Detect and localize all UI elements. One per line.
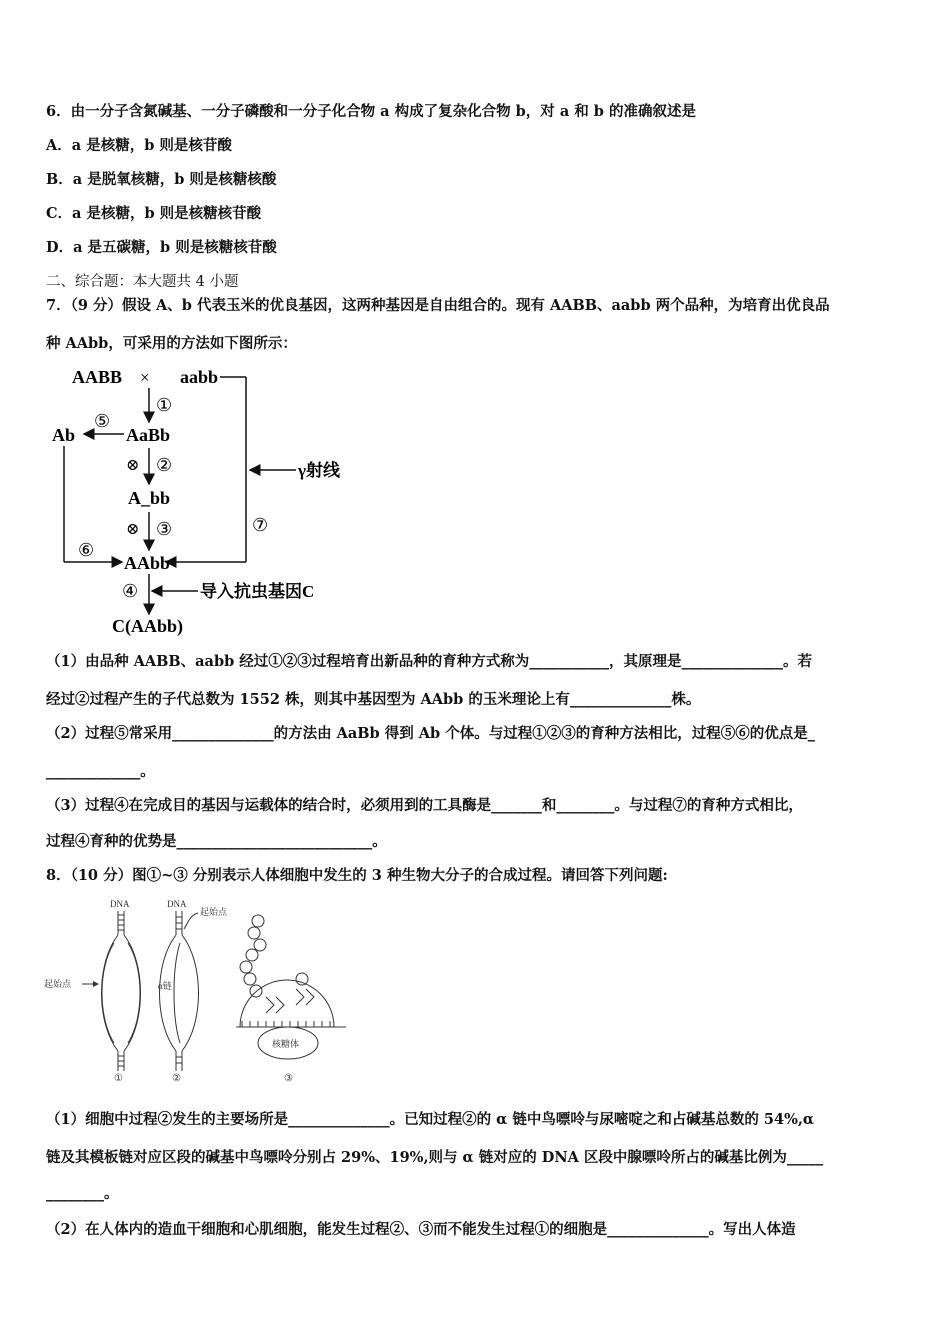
q8-sub1-line3: ________。: [46, 1185, 119, 1202]
alpha-label: α链: [158, 981, 172, 991]
fig-label-2: ②: [172, 1073, 181, 1083]
fig-label-3: ③: [284, 1073, 293, 1083]
origin-label-2: 起始点: [200, 907, 228, 917]
step5-label: ⑤: [94, 411, 111, 431]
gamma-label: γ射线: [298, 461, 340, 480]
parent1-label: AABB: [72, 367, 123, 387]
q6-option-a: A．a 是核糖，b 则是核苷酸: [46, 137, 232, 154]
q7-sub3-line1: （3）过程④在完成目的基因与运载体的结合时，必须用到的工具酶是_______和________。与过程⑦的育种方式相比，: [46, 797, 803, 814]
cross-symbol: ×: [140, 368, 150, 387]
dna-label-2: DNA: [167, 899, 187, 909]
step1-label: ①: [156, 395, 173, 415]
final-label: C(AAbb): [112, 616, 184, 636]
step7-label: ⑦: [252, 515, 269, 535]
synthesis-figure: [40, 893, 360, 1083]
q7-sub2-line1: （2）过程⑤常采用______________的方法由 AaBb 得到 Ab 个体。与过程①②③的育种方法相比，过程⑤⑥的优点是_: [46, 725, 815, 742]
dna-label-1: DNA: [110, 899, 130, 909]
q7-stem-line2: 种 AAbb，可采用的方法如下图所示：: [46, 335, 297, 352]
q6-option-d: D．a 是五碳糖，b 则是核糖核苷酸: [46, 239, 277, 256]
section-heading: 二、综合题：本大题共 4 小题: [46, 274, 239, 290]
step6-label: ⑥: [78, 540, 95, 560]
q7-sub1-line2: 经过②过程产生的子代总数为 1552 株，则其中基因型为 AAbb 的玉米理论上有______________株。: [46, 691, 701, 708]
step4-label: ④: [122, 581, 139, 601]
q6-stem: 6．由一分子含氮碱基、一分子磷酸和一分子化合物 a 构成了复杂化合物 b，对 a 和 b 的准确叙述是: [46, 103, 696, 120]
q8-stem: 8．（10 分）图①~③ 分别表示人体细胞中发生的 3 种生物大分子的合成过程。请回答下列问题:: [46, 867, 668, 884]
selfing-symbol-2: ⊗: [126, 521, 140, 538]
selfing-symbol-1: ⊗: [126, 457, 140, 474]
q6-option-c: C．a 是核糖，b 则是核糖核苷酸: [46, 205, 262, 222]
origin-label-1: 起始点: [44, 979, 72, 989]
q8-sub1-line1: （1）细胞中过程②发生的主要场所是______________。已知过程②的 α 链中鸟嘌呤与尿嘧啶之和占碱基总数的 54%,α: [46, 1111, 815, 1128]
fig-label-1: ①: [114, 1073, 123, 1083]
gene-label: 导入抗虫基因C: [200, 582, 315, 601]
ribosome-label: 核糖体: [272, 1039, 300, 1049]
q7-sub3-line2: 过程④育种的优势是___________________________。: [46, 833, 387, 850]
step2-label: ②: [156, 455, 173, 475]
q7-stem-line1: 7．（9 分）假设 A、b 代表玉米的优良基因，这两种基因是自由组合的。现有 AABB、aabb 两个品种，为培育出优良品: [46, 297, 830, 314]
q6-option-b: B．a 是脱氧核糖，b 则是核糖核酸: [46, 171, 277, 188]
f1-label: AaBb: [126, 425, 171, 445]
parent2-label: aabb: [180, 367, 219, 387]
q7-sub2-line2: _____________。: [46, 763, 155, 780]
target-label: AAbb: [124, 553, 171, 573]
breeding-diagram: [40, 360, 360, 640]
q8-sub1-line2: 链及其模板链对应区段的碱基中鸟嘌呤分别占 29%、19%,则与 α 链对应的 DNA 区段中腺嘌呤所占的碱基比例为_____: [46, 1149, 824, 1166]
q7-sub1-line1: （1）由品种 AABB、aabb 经过①②③过程培育出新品种的育种方式称为___________，其原理是______________。若: [46, 653, 813, 670]
f2-label: A_bb: [128, 488, 171, 508]
step3-label: ③: [156, 519, 173, 539]
q8-sub2-line1: （2）在人体内的造血干细胞和心肌细胞，能发生过程②、③而不能发生过程①的细胞是______________。写出人体造: [46, 1221, 796, 1238]
haploid-label: Ab: [52, 425, 76, 445]
